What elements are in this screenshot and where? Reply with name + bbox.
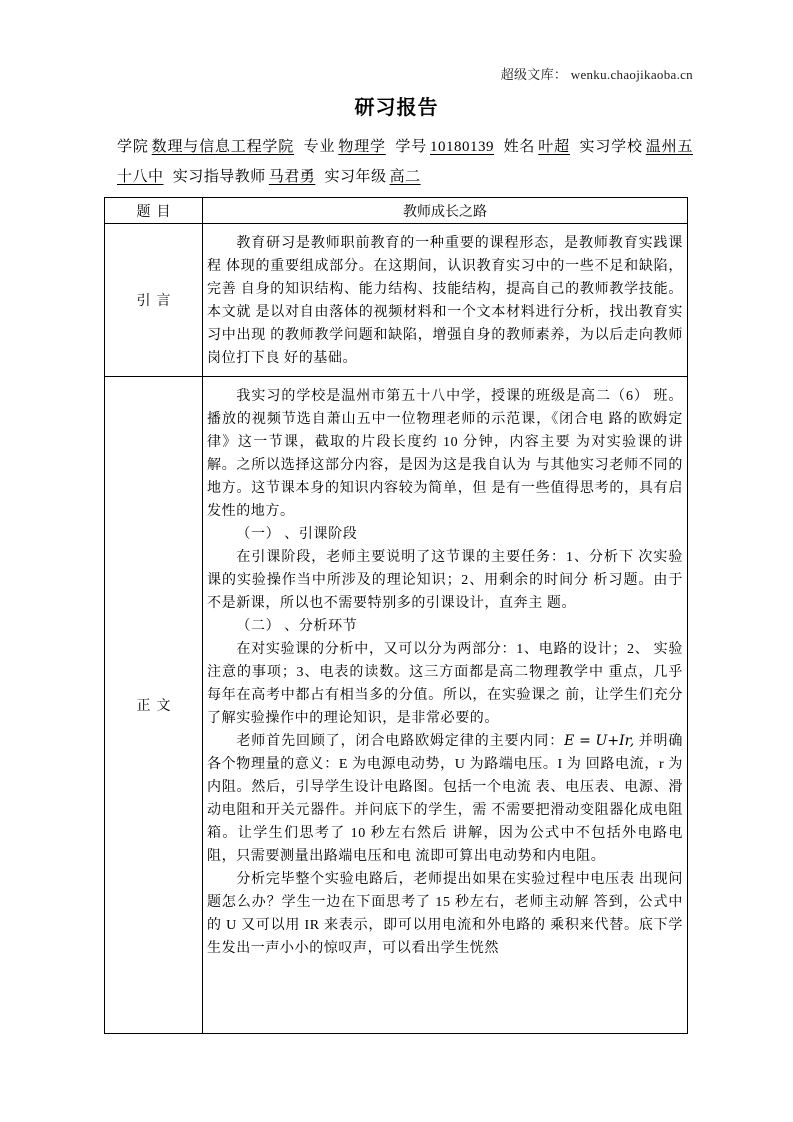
report-table: [104, 197, 688, 1034]
info-label-school: 实习学校: [579, 139, 643, 155]
info-value-grade: 高二: [389, 169, 421, 185]
page-title: 研习报告: [354, 97, 439, 119]
info-label-student-id: 学号: [395, 139, 428, 155]
info-label-major: 专业: [303, 139, 336, 155]
info-value-mentor: 马君勇: [268, 169, 316, 185]
main-content-cell: [203, 377, 688, 1034]
intro-paragraph: 教育研习是教师职前教育的一种重要的课程形态，是教师教育实践课程 体现的重要组成部分。在这期间，认识教育实习中的一些不足和缺陷，完善 自身的知识结构、能力结构、技能结构，提高自己的教师教学技能。本文就 是以对自由落体的视频材料和一个文本材料进行分析，找出教育实习中出现 的教师教学问题和缺陷，增强自身的教师素养，为以后走向教师岗位打下良 好的基础。: [207, 236, 683, 366]
row-label-intro: 引言: [105, 224, 203, 377]
watermark-text: 超级文库： wenku.chaojikaoba.cn: [500, 67, 693, 82]
info-label-mentor: 实习指导教师: [172, 169, 266, 185]
row-label-main: 正文: [105, 377, 203, 1034]
student-info-line: [117, 132, 693, 192]
formula-follow-text: 并明确各个物理量的意义：E 为电源电动势，U 为路端电压。I 为 回路电流，r 为内阻。然后，引导学生设计电路图。包括一个电流 表、电压表、电源、滑动电阻和开关元器件。并问底下的学生，需 不需要把滑动变阻器化成电阻箱。让学生们思考了 10 秒左右然后 讲解，因为公式中不包括外电路电阻，只需要测量出路端电压和电 流即可算出电动势和内电阻。: [207, 734, 684, 864]
info-label-grade: 实习年级: [324, 169, 387, 185]
report-topic-value: 教师成长之路: [203, 198, 688, 224]
row-label-topic: 题目: [105, 198, 203, 224]
table-row-title: [105, 198, 688, 224]
ohms-law-formula: E = U+Ir,: [564, 733, 635, 749]
info-label-name: 姓名: [503, 139, 536, 155]
info-value-student-id: 10180139: [430, 139, 495, 155]
info-value-school: 温州五十八中: [117, 139, 693, 185]
main-paragraph-4: [207, 730, 683, 868]
main-paragraph-3: 在对实验课的分析中，又可以分为两部分：1、电路的设计；2、 实验注意的事项；3、电表的读数。这三方面都是高二物理教学中 重点，几乎每年在高考中都占有相当多的分值。所以，在实验课之 前，让学生们充分了解实验操作中的理论知识，是非常必要的。: [207, 642, 683, 726]
main-heading-2: （二） 、分析环节: [236, 619, 358, 634]
info-value-name: 叶超: [538, 139, 570, 155]
info-value-major: 物理学: [338, 139, 386, 155]
table-row-intro: [105, 224, 688, 377]
formula-lead-text: 老师首先回顾了，闭合电路欧姆定律的主要内同：: [236, 734, 565, 749]
main-paragraph-1: 我实习的学校是温州市第五十八中学，授课的班级是高二（6） 班。播放的视频节选自萧山五中一位物理老师的示范课，《闭合电 路的欧姆定律》这一节课，截取的片段长度约 10 分钟，内容主要 为对实验课的讲解。之所以选择这部分内容，是因为这是我自认为 与其他实习老师不同的地方。这节课本身的知识内容较为简单，但 是有一些值得思考的，具有启发性的地方。: [207, 389, 683, 519]
info-label-college: 学院: [117, 139, 149, 155]
table-row-main: [105, 377, 688, 1034]
intro-content-cell: [203, 224, 688, 377]
info-value-college: 数理与信息工程学院: [151, 139, 295, 155]
main-paragraph-5: 分析完毕整个实验电路后，老师提出如果在实验过程中电压表 出现问题怎么办？学生一边在下面思考了 15 秒左右，老师主动解 答到，公式中的 U 又可以用 IR 来表示，即可以用电流和外电路的 乘积来代替。底下学生发出一声小小的惊叹声，可以看出学生恍然: [207, 872, 683, 956]
main-heading-1: （一） 、引课阶段: [236, 527, 358, 542]
main-paragraph-2: 在引课阶段，老师主要说明了这节课的主要任务：1、分析下 次实验课的实验操作当中所涉及的理论知识；2、用剩余的时间分 析习题。由于不是新课，所以也不需要特别多的引课设计，直奔主 题。: [207, 550, 683, 611]
